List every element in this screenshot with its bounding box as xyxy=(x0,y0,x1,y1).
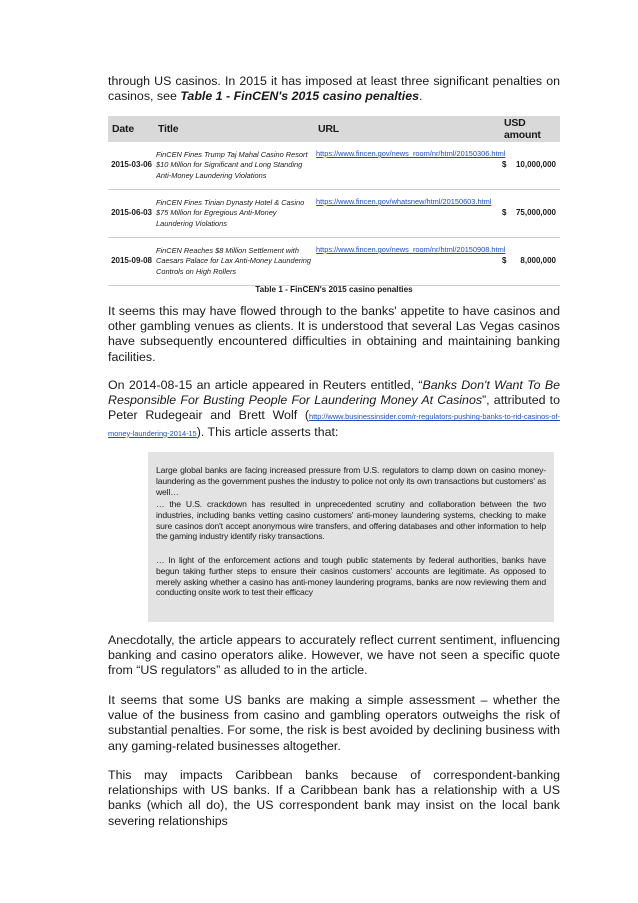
intro-text-end: . xyxy=(419,89,423,104)
paragraph-assessment: It seems that some US banks are making a simple assessment – whether the value of the business from casino and gambling operators outweighs the risk of substantial penalties. For some, the risk is best avoided by declining business with any gaming-related businesses altogether. xyxy=(108,693,560,753)
header-title: Title xyxy=(154,116,314,142)
table-row xyxy=(108,190,560,238)
quote-paragraph-1: Large global banks are facing increased pressure from U.S. regulators to clamp down on casino money-laundering as the government pushes the industry to police not only its own transactions but customers' as well… xyxy=(156,465,546,497)
row-currency: $ xyxy=(502,208,507,218)
paragraph-caribbean: This may impacts Caribbean banks because of correspondent-banking relationships with US banks. If a Caribbean bank has a relationship with a US banks (which all do), the US correspondent bank may insist on the local bank severing relationships xyxy=(108,768,560,828)
intro-text: through US casinos. In 2015 it has imposed at least three significant penalties on casinos, see xyxy=(108,74,560,104)
header-date: Date xyxy=(108,116,154,142)
row-amount xyxy=(500,190,560,238)
article-link[interactable]: http://www.businessinsider.com/r-regulators-pushing-banks-to-rid-casinos-of-money-laundering-2014-15 xyxy=(108,412,560,438)
header-url: URL xyxy=(314,116,500,142)
row-amount xyxy=(500,238,560,286)
paragraph-reuters xyxy=(108,378,560,441)
row-title: FinCEN Reaches $8 Million Settlement with Caesars Palace for Lax Anti-Money Laundering Controls on High Rollers xyxy=(154,238,314,286)
penalties-table xyxy=(108,116,560,286)
header-usd-amount: USD amount xyxy=(500,116,560,142)
quote-paragraph-2: … the U.S. crackdown has resulted in unprecedented scrutiny and collaboration between the two industries, including banks vetting casino customers' anti-money laundering systems, checking to make sure casinos don't accept anonymous wire transfers, and offering databases and other information to help the gaming industry identify risky transactions. xyxy=(156,499,546,542)
row-currency: $ xyxy=(502,256,507,266)
table-reference[interactable]: Table 1 - FinCEN's 2015 casino penalties xyxy=(180,89,420,104)
row-url-link[interactable]: https://www.fincen.gov/whatsnew/html/20150603.html xyxy=(314,190,500,238)
table-header-row xyxy=(108,116,560,142)
row-amount-value: 10,000,000 xyxy=(515,160,556,170)
reuters-text-c: ). This article asserts that: xyxy=(196,424,339,439)
row-date: 2015-03-06 xyxy=(108,142,154,190)
block-quote xyxy=(148,452,554,622)
row-amount xyxy=(500,142,560,190)
article-title: Banks Don't Want To Be Responsible For Busting People For Laundering Money At Casinos xyxy=(108,378,560,408)
row-title: FinCEN Fines Tinian Dynasty Hotel & Casino $75 Million for Egregious Anti-Money Laundering Violations xyxy=(154,190,314,238)
table-row xyxy=(108,238,560,286)
row-url-link[interactable]: https://www.fincen.gov/news_room/nr/html/20150908.html xyxy=(314,238,500,286)
row-currency: $ xyxy=(502,160,507,170)
row-title: FinCEN Fines Trump Taj Mahal Casino Resort $10 Million for Significant and Long Standing Anti-Money Laundering Violations xyxy=(154,142,314,190)
table-caption: Table 1 - FinCEN's 2015 casino penalties xyxy=(255,285,413,294)
row-date: 2015-06-03 xyxy=(108,190,154,238)
row-amount-value: 8,000,000 xyxy=(520,256,556,266)
intro-paragraph xyxy=(108,74,560,104)
reuters-text-a: On 2014-08-15 an article appeared in Reuters entitled, “ xyxy=(108,378,423,392)
quote-paragraph-3: … In light of the enforcement actions and tough public statements by federal authorities, banks have begun taking further steps to ensure their casinos customers' accounts are legitimate. As opposed to merely asking whether a casino has anti-money laundering programs, banks are now reviewing them and conducting onsite work to test their efficacy xyxy=(156,555,546,598)
table-row xyxy=(108,142,560,190)
row-url-link[interactable]: https://www.fincen.gov/news_room/nr/html/20150306.html xyxy=(314,142,500,190)
paragraph-anecdotally: Anecdotally, the article appears to accurately reflect current sentiment, influencing banking and casino operators alike. However, we have not seen a specific quote from “US regulators” as alluded to in the article. xyxy=(108,633,560,678)
row-amount-value: 75,000,000 xyxy=(515,208,556,218)
reuters-text-b: ”, attributed to Peter Rudegeair and Brett Wolf ( xyxy=(108,393,560,423)
paragraph-appetite: It seems this may have flowed through to the banks' appetite to have casinos and other gambling venues as clients. It is understood that several Las Vegas casinos have subsequently encountered difficulties in obtaining and maintaining banking facilities. xyxy=(108,304,560,364)
row-date: 2015-09-08 xyxy=(108,238,154,286)
